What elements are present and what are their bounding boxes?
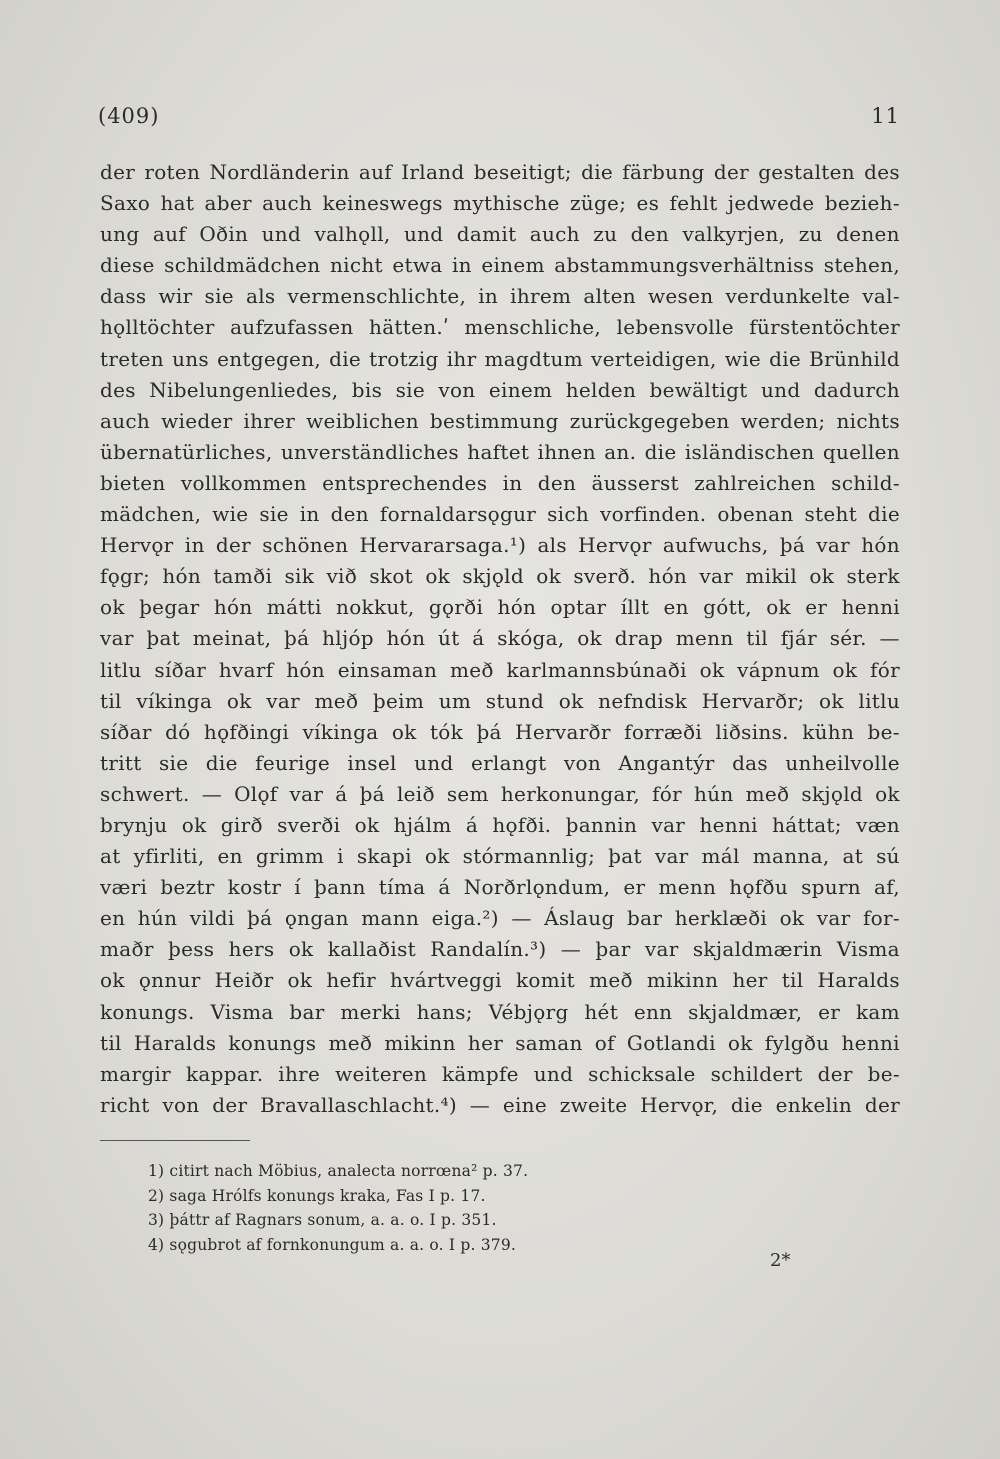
text-line: brynju ok girð sverði ok hjálm á hǫfði. þannin var henni háttat; væn	[100, 812, 900, 837]
text-line: des Nibelungenliedes, bis sie von einem helden bewältigt und dadurch	[100, 377, 900, 402]
text-line: mädchen, wie sie in den fornaldarsǫgur sich vorfinden. obenan steht die	[100, 502, 900, 527]
text-line: væri beztr kostr í þann tíma á Norðrlǫndum, er menn hǫfðu spurn af,	[100, 875, 900, 900]
page-header	[98, 104, 900, 134]
text-line: ung auf Oðin und valhǫll, und damit auch zu den valkyrjen, zu denen	[100, 222, 900, 247]
text-line: richt von der Bravallaschlacht.⁴) — eine zweite Hervǫr, die enkelin der	[100, 1092, 900, 1117]
text-line: til víkinga ok var með þeim um stund ok nefndisk Hervarðr; ok litlu	[100, 688, 900, 713]
printer-signature: 2*	[770, 1250, 791, 1271]
page-number: 11	[871, 104, 900, 128]
text-line: ok ǫnnur Heiðr ok hefir hvártveggi komit með mikinn her til Haralds	[100, 968, 900, 993]
text-line: konungs. Visma bar merki hans; Vébjǫrg hét enn skjaldmær, er kam	[100, 999, 900, 1024]
text-line: Hervǫr in der schönen Hervararsaga.¹) als Hervǫr aufwuchs, þá var hón	[100, 533, 900, 558]
text-line: fǫgr; hón tamði sik við skot ok skjǫld ok sverð. hón var mikil ok sterk	[100, 564, 900, 589]
text-line: Saxo hat aber auch keineswegs mythische züge; es fehlt jedwede bezieh-	[100, 191, 900, 216]
footnote: 4) sǫgubrot af fornkonungum a. a. o. I p. 379.	[148, 1236, 517, 1255]
text-line: síðar dó hǫfðingi víkinga ok tók þá Hervarðr forræði liðsins. kühn be-	[100, 719, 900, 744]
text-line: litlu síðar hvarf hón einsaman með karlmannsbúnaði ok vápnum ok fór	[100, 657, 900, 682]
text-line: bieten vollkommen entsprechendes in den äusserst zahlreichen schild-	[100, 470, 900, 495]
text-line: hǫlltöchter aufzufassen hätten.ʹ menschliche, lebensvolle fürstentöchter	[100, 315, 900, 340]
text-line: en hún vildi þá ǫngan mann eiga.²) — Áslaug bar herklæði ok var for-	[100, 906, 900, 931]
text-line: übernatürliches, unverständliches haftet ihnen an. die isländischen quellen	[100, 439, 900, 464]
text-line: ok þegar hón mátti nokkut, gǫrði hón optar íllt en gótt, ok er henni	[100, 595, 900, 620]
text-line: maðr þess hers ok kallaðist Randalín.³) — þar var skjaldmærin Visma	[100, 937, 900, 962]
body-text	[100, 157, 900, 1121]
page-reference: (409)	[98, 104, 160, 128]
text-line: diese schildmädchen nicht etwa in einem abstammungsverhältniss stehen,	[100, 253, 900, 278]
text-line: dass wir sie als vermenschlichte, in ihrem alten wesen verdunkelte val-	[100, 284, 900, 309]
text-line: der roten Nordländerin auf Irland beseitigt; die färbung der gestalten des	[100, 160, 900, 184]
text-line: tritt sie die feurige insel und erlangt von Angantýr das unheilvolle	[100, 750, 900, 775]
text-line: at yfirliti, en grimm i skapi ok stórmannlig; þat var mál manna, at sú	[100, 844, 900, 869]
text-line: treten uns entgegen, die trotzig ihr magdtum verteidigen, wie die Brünhild	[100, 346, 900, 371]
text-line: schwert. — Olǫf var á þá leið sem herkonungar, fór hún með skjǫld ok	[100, 781, 900, 806]
text-line: margir kappar. ihre weiteren kämpfe und schicksale schildert der be-	[100, 1061, 900, 1086]
footnote: 3) þáttr af Ragnars sonum, a. a. o. I p. 351.	[148, 1211, 497, 1230]
footnote-divider	[100, 1140, 250, 1141]
footnotes	[148, 1159, 748, 1258]
footnote: 2) saga Hrólfs konungs kraka, Fas I p. 17.	[148, 1186, 486, 1205]
text-line: til Haralds konungs með mikinn her saman of Gotlandi ok fylgðu henni	[100, 1030, 900, 1055]
text-line: var þat meinat, þá hljóp hón út á skóga, ok drap menn til fjár sér. —	[100, 626, 900, 651]
text-line: auch wieder ihrer weiblichen bestimmung zurückgegeben werden; nichts	[100, 408, 900, 433]
footnote: 1) citirt nach Möbius, analecta norrœna² p. 37.	[148, 1162, 529, 1180]
